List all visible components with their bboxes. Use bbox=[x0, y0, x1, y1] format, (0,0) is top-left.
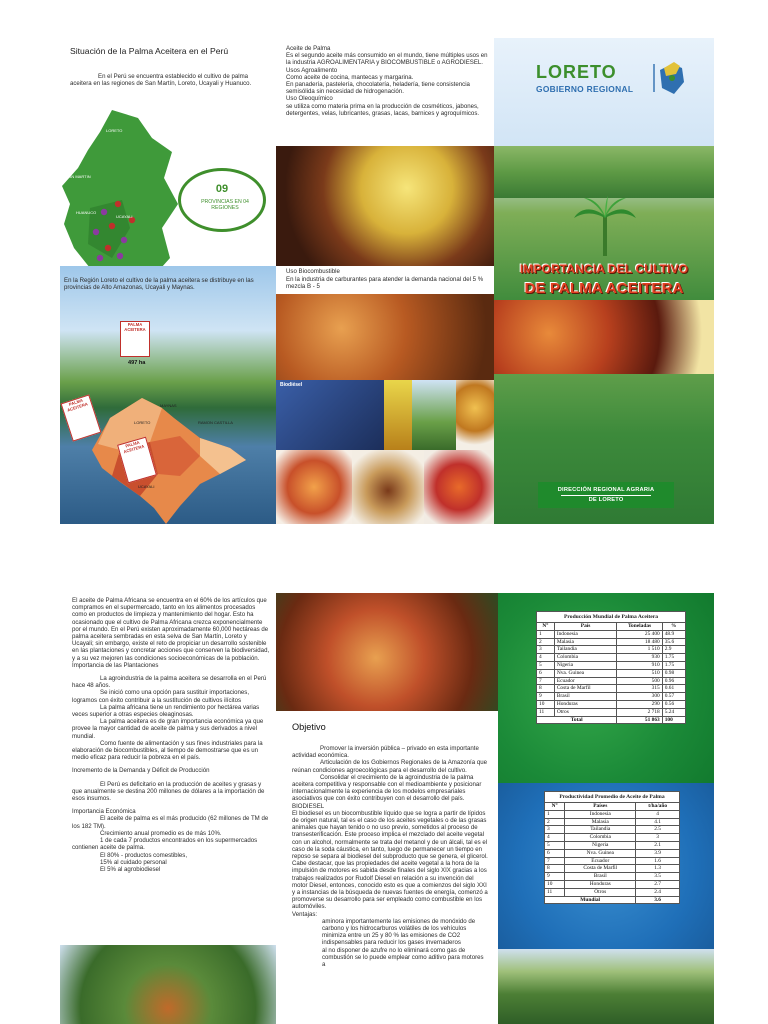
list-item: al no disponer de azufre no lo eliminará como gas de combustión se lo puede emplear como aditivo para motores a bbox=[322, 946, 484, 969]
table-cell: 2.9 bbox=[662, 646, 685, 654]
table-cell: 3 bbox=[545, 826, 565, 834]
badge-number: 09 bbox=[215, 183, 229, 195]
table-cell: Total bbox=[537, 716, 617, 724]
table-cell: 1.6 bbox=[636, 857, 680, 865]
objetivo-heading: Objetivo bbox=[292, 722, 326, 732]
list-item: indispensables para reducir los gases invernaderos bbox=[322, 939, 461, 947]
loreto-emblem-icon bbox=[652, 60, 686, 96]
table-cell: 0.57 bbox=[662, 693, 685, 701]
col-header: N° bbox=[537, 623, 555, 631]
table-cell: 9 bbox=[545, 873, 565, 881]
sign-palma-bottom: PALMA ACEITERA bbox=[117, 437, 157, 484]
table-cell: 2 bbox=[537, 638, 555, 646]
table-cell: 2.5 bbox=[636, 826, 680, 834]
col-header: País bbox=[554, 623, 617, 631]
list-item: El 80% - productos comestibles, bbox=[100, 851, 188, 859]
paragraph: Promover la inversión pública – privado en esta importante actividad económica. bbox=[292, 745, 479, 760]
table-row bbox=[537, 700, 686, 708]
subheading: BIODIESEL bbox=[292, 802, 325, 810]
sign-palma-left: PALMA ACEITERA bbox=[61, 394, 102, 441]
col-header: Países bbox=[565, 803, 636, 811]
palm-crown-photo bbox=[60, 945, 276, 1024]
col-header: Toneladas bbox=[617, 623, 662, 631]
table-cell: Honduras bbox=[554, 700, 617, 708]
table-cell: 8 bbox=[537, 685, 555, 693]
table-cell: 4 bbox=[636, 810, 680, 818]
map-label-ramon-castilla: RAMON CASTILLA bbox=[198, 420, 233, 425]
biodiesel-pump-photo bbox=[276, 380, 384, 450]
subheading: Incremento de la Demanda y Déficit de Producción bbox=[72, 767, 210, 775]
loreto-logo bbox=[536, 62, 633, 94]
table-cell: 910 bbox=[617, 661, 662, 669]
table-cell: 2.7 bbox=[636, 880, 680, 888]
food-dish-photo bbox=[424, 450, 494, 524]
section-title-situacion: Situación de la Palma Aceitera en el Perú bbox=[70, 46, 229, 56]
dessert-photo bbox=[276, 450, 352, 524]
table-row bbox=[545, 849, 680, 857]
table-cell: 5 bbox=[545, 841, 565, 849]
sign-palma-main: PALMA ACEITERA bbox=[120, 321, 150, 357]
col-header: % bbox=[662, 623, 685, 631]
table-cell: 0.96 bbox=[662, 677, 685, 685]
table-cell: 7 bbox=[545, 857, 565, 865]
table-row bbox=[537, 638, 686, 646]
table-cell: 2.1 bbox=[636, 841, 680, 849]
table-cell: 3.5 bbox=[636, 873, 680, 881]
logo-name: LORETO bbox=[536, 62, 617, 82]
paragraph: La palma africana tiene un rendimiento por hectárea varias veces superior a otras especies oleaginosas. bbox=[72, 703, 260, 719]
table-cell: 4 bbox=[545, 834, 565, 842]
table-cell: Brasil bbox=[554, 693, 617, 701]
cake-photo bbox=[352, 450, 424, 524]
table-cell: 3 bbox=[537, 646, 555, 654]
table-cell: 4.1 bbox=[636, 818, 680, 826]
table-cell: 7 bbox=[537, 677, 555, 685]
table-cell: 11 bbox=[537, 708, 555, 716]
oil-bottle-photo bbox=[276, 146, 494, 266]
loreto-region-text: En la Región Loreto el cultivo de la palma aceitera se distribuye en las provincias de Alto Amazonas, Ucayali y Maynas. bbox=[64, 277, 254, 292]
table-cell: Colombia bbox=[565, 834, 636, 842]
brochure-inside bbox=[60, 593, 714, 1024]
paragraph: El biodiesel es un biocombustible líquido que se logra a partir de lípidos de origen natural, tal es el caso de los aceites vegetales o de las grasas animales que hayan tenido o no uso previo, sometidos al proceso de transesterificación. Este proceso implica el mezclado del aceite vegetal con un alcohol, normalmente se trata del metanol y de un álcali, tal es el caso de la soda cáustica, en tanto, luego de permanecer un tiempo en reposo se separa al biodiesel del subproducto que se genera, el glicerol. bbox=[292, 809, 488, 861]
table-cell: Nigeria bbox=[565, 841, 636, 849]
table-row bbox=[537, 646, 686, 654]
table-cell: Indonesia bbox=[554, 630, 617, 638]
oil-flask-photo bbox=[456, 380, 494, 450]
subheading: Ventajas: bbox=[292, 910, 318, 918]
cover-title-line2: DE PALMA ACEITERA bbox=[524, 280, 684, 297]
table-row bbox=[537, 669, 686, 677]
table-cell: Nva. Guinea bbox=[554, 669, 617, 677]
table-cell: Colombia bbox=[554, 654, 617, 662]
table-row bbox=[537, 661, 686, 669]
table-row bbox=[537, 677, 686, 685]
panel-objetivo bbox=[276, 593, 498, 1024]
table-row bbox=[545, 857, 680, 865]
table-cell: 2 718 bbox=[617, 708, 662, 716]
table-cell: Tailandia bbox=[565, 826, 636, 834]
table-cell: 18 480 bbox=[617, 638, 662, 646]
list-item: aminora importantemente las emisiones de monóxido de carbono y los hidrocarburos volátiles de los vehículos bbox=[322, 917, 476, 933]
table-total-row bbox=[545, 896, 680, 904]
paragraph: El Perú es deficitario en la producción de aceites y grasas y que anualmente se destina 200 millones de dólares a la importación de esos insumos. bbox=[72, 780, 265, 803]
col-header: N° bbox=[545, 803, 565, 811]
logo-subtitle: GOBIERNO REGIONAL bbox=[536, 84, 634, 94]
table-row bbox=[537, 685, 686, 693]
paragraph: Se inició como una opción para sustituir importaciones, logramos con éxito contribuir a la sustitución de cultivos ilícitos bbox=[72, 689, 250, 704]
paragraph: El aceite de Palma Africana se encuentra en el 60% de los artículos que compramos en el supermercado, tanto en los alimentos procesados como en productos de limpieza y mantenimiento del hogar. Esto ha ocasionado que el cultivo de Palma Africana crezca exponencialmente por el mundo. En el Perú existen aproximadamente 60,000 hectáreas de palma aceitera sembradas en esta selva de San Martín, Loreto y Ucayali; sin embargo, existe el reto de propiciar un desarrollo sostenible en las plantaciones y concretar acciones que conserven la biodiversidad, y a su vez mejoren las condiciones socioeconómicas de la población. bbox=[72, 597, 270, 662]
importancia-body bbox=[72, 597, 270, 873]
table-cell: Ecuador bbox=[565, 857, 636, 865]
table-row bbox=[537, 693, 686, 701]
table-cell: 1 bbox=[537, 630, 555, 638]
table-cell: 300 bbox=[617, 693, 662, 701]
table-cell: Otros bbox=[554, 708, 617, 716]
table-row bbox=[545, 873, 680, 881]
direccion-regional-badge bbox=[538, 482, 674, 508]
paragraph: Crecimiento anual promedio es de más 10%. bbox=[100, 829, 222, 837]
footer-divider bbox=[561, 495, 651, 496]
table-cell: 510 bbox=[617, 669, 662, 677]
table-cell: 930 bbox=[617, 654, 662, 662]
brochure-outside bbox=[60, 38, 714, 524]
table-row bbox=[537, 630, 686, 638]
table-cell: 48.9 bbox=[662, 630, 685, 638]
paragraph: La palma aceitera es de gran importancia económica ya que provee la mayor cantidad de aceite de palma y sus derivados a nivel mundial. bbox=[72, 718, 264, 740]
table-cell: 1.75 bbox=[662, 661, 685, 669]
list-item: minimiza entre un 25 y 80 % las emisiones de CO2 bbox=[322, 932, 461, 940]
table-caption: Productividad Promedio de Aceite de Palma bbox=[544, 791, 680, 802]
table-cell: 315 bbox=[617, 685, 662, 693]
table-cell: 6 bbox=[545, 849, 565, 857]
biofuel-text: En la industria de carburantes para atender la demanda nacional del 5 % mezcla B - 5 bbox=[286, 276, 484, 291]
table-cell: 10 bbox=[537, 700, 555, 708]
subheading: Importancia de las Plantaciones bbox=[72, 661, 159, 669]
intro-text: En el Perú se encuentra establecido el cultivo de palma aceitera en las regiones de San Martín, Loreto, Ucayali y Huanuco. bbox=[70, 73, 252, 88]
map-label-ucayali: UCAYALI bbox=[116, 214, 133, 219]
table-cell: 500 bbox=[617, 677, 662, 685]
table-cell: 6 bbox=[537, 669, 555, 677]
productivity-table bbox=[544, 791, 680, 904]
paragraph: Cabe destacar, que las propiedades del aceite vegetal a la hora de la impulsión de motores es sabida desde finales del siglo XIX gracias a los trabajos realizados por Rudolf Diesel en relación a su invención del motor Diesel, entonces, conocido esto es que a comienzos del siglo XXI y a instancias de la búsqueda de nuevas fuentes de energía, comenzó a promoverse su desarrollo para ser empleado como combustible en los automóviles. bbox=[292, 860, 488, 911]
table-cell: Costa de Marfil bbox=[554, 685, 617, 693]
table-cell: 3.9 bbox=[636, 849, 680, 857]
table-cell: Tailandia bbox=[554, 646, 617, 654]
table-row bbox=[545, 865, 680, 873]
map-label-huanuco: HUANUCO bbox=[76, 210, 97, 215]
table-cell: 2.4 bbox=[636, 888, 680, 896]
paragraph: Consolidar el crecimiento de la agroindustria de la palma aceitera competitiva y responsable con el medioambiente y posicionar internacionalmente la experiencia de los modelos empresariales asociativos que con éxito contribuyen con el desarrollo del país. bbox=[292, 773, 482, 803]
footer-line2: DE LORETO bbox=[588, 497, 624, 503]
paragraph: 1 de cada 7 productos encontrados en los supermercados contienen aceite de palma. bbox=[72, 837, 258, 852]
table-cell: 5.24 bbox=[662, 708, 685, 716]
cover-title-line1: IMPORTANCIA DEL CULTIVO bbox=[519, 262, 689, 276]
table-cell: 3 bbox=[636, 834, 680, 842]
fruit-bunch-photo bbox=[276, 593, 498, 711]
table-row bbox=[545, 888, 680, 896]
map-label-san-martin: SAN MARTIN bbox=[66, 174, 91, 179]
map-label-prov-loreto: LORETO bbox=[134, 420, 151, 425]
table-row bbox=[545, 841, 680, 849]
table-cell: 11 bbox=[545, 888, 565, 896]
table-cell: 35.6 bbox=[662, 638, 685, 646]
table-cell: 1.3 bbox=[636, 865, 680, 873]
table-cell: 2 bbox=[545, 818, 565, 826]
oil-product-photo bbox=[384, 380, 412, 450]
table-cell: 10 bbox=[545, 880, 565, 888]
panel-situacion bbox=[60, 38, 276, 524]
table-cell: Mundial bbox=[545, 896, 636, 904]
paragraph: La agroindustria de la palma aceitera se desarrolla en el Perú hace 48 años. bbox=[72, 675, 267, 690]
paragraph: Articulación de los Gobiernos Regionales de la Amazonía que reúnan condiciones agroecológicas para el desarrollo del cultivo. bbox=[292, 759, 488, 774]
list-item: 15% al cuidado personal bbox=[100, 858, 167, 866]
palm-tree-icon bbox=[572, 196, 638, 258]
loreto-provinces-map bbox=[80, 378, 250, 524]
badge-label: PROVINCIAS EN 04 REGIONES bbox=[201, 199, 249, 211]
table-total-row bbox=[537, 716, 686, 724]
palm-fruit-photo bbox=[276, 294, 494, 380]
table-cell: 1 bbox=[545, 810, 565, 818]
table-row bbox=[545, 818, 680, 826]
table-cell: 9 bbox=[537, 693, 555, 701]
table-row bbox=[545, 834, 680, 842]
table-cell: Malasia bbox=[565, 818, 636, 826]
footer-line1: DIRECCIÓN REGIONAL AGRARIA bbox=[557, 487, 655, 493]
objetivo-body bbox=[292, 745, 488, 968]
table-cell: 51 863 bbox=[617, 716, 662, 724]
table-cell: 0.56 bbox=[662, 700, 685, 708]
aceite-palma-text: Aceite de Palma Es el segundo aceite más consumido en el mundo, tiene múltiples usos en la industria AGROALIMENTARIA y BIOCOMBUSTIBLE o AGRODIESEL. Usos Agroalimento Como aceite de cocina, mantecas y margarina. En panadería, pastelería, chocolatería, heladería, tiene consistencia semisólida sin necesidad de hidrogenación. Uso Oleoquímico se utiliza como materia prima en la producción de cosméticos, jabones, detergentes, velas, lubricantes, grasas, lacas, barnices y agroquímicos. bbox=[286, 45, 488, 117]
list-item: El 5% al agrobiodiesel bbox=[100, 865, 161, 873]
biodiesel-label: Biodiésel bbox=[280, 382, 303, 388]
world-production-table bbox=[536, 611, 686, 724]
plantation-photo bbox=[494, 146, 714, 198]
panel-importancia bbox=[60, 593, 276, 1024]
map-label-prov-ucayali: UCAYALI bbox=[138, 484, 155, 489]
table-row bbox=[537, 708, 686, 716]
table-cell: 0.98 bbox=[662, 669, 685, 677]
panel-tablas bbox=[498, 593, 714, 1024]
table-cell: 3.6 bbox=[636, 896, 680, 904]
forest-photo bbox=[498, 949, 714, 1024]
table-row bbox=[537, 654, 686, 662]
panel-aceite-palma bbox=[276, 38, 494, 524]
map-label-maynas: MAYNAS bbox=[160, 403, 177, 408]
table-cell: 5 bbox=[537, 661, 555, 669]
table-cell: Indonesia bbox=[565, 810, 636, 818]
col-header: t/ha/año bbox=[636, 803, 680, 811]
provinces-badge bbox=[178, 168, 266, 232]
table-caption: Producción Mundial de Palma Aceitera bbox=[536, 611, 686, 622]
table-cell: 25 400 bbox=[617, 630, 662, 638]
table-cell: 8 bbox=[545, 865, 565, 873]
table-row bbox=[545, 880, 680, 888]
table-cell: 100 bbox=[662, 716, 685, 724]
table-cell: 1.75 bbox=[662, 654, 685, 662]
paragraph: Como fuente de alimentación y sus fines industriales para la elaboración de biocombustibles, al tiempo de demostrarse que es un medio eficaz para reducir la pobreza en el país. bbox=[72, 739, 263, 762]
table-row bbox=[545, 810, 680, 818]
biofuel-title: Uso Biocombustible bbox=[286, 268, 340, 275]
table-cell: Malasia bbox=[554, 638, 617, 646]
table-cell: Ecuador bbox=[554, 677, 617, 685]
fruit-oil-photo bbox=[494, 300, 714, 374]
table-cell: Honduras bbox=[565, 880, 636, 888]
table-cell: 0.61 bbox=[662, 685, 685, 693]
table-cell: Nva. Guinea bbox=[565, 849, 636, 857]
table-cell: Otros bbox=[565, 888, 636, 896]
table-cell: Costa de Marfil bbox=[565, 865, 636, 873]
hectares-label: 497 ha bbox=[128, 360, 146, 366]
map-label-loreto: LORETO bbox=[106, 128, 123, 133]
table-cell: 4 bbox=[537, 654, 555, 662]
cover-panel bbox=[494, 38, 714, 524]
table-cell: Nigeria bbox=[554, 661, 617, 669]
table-cell: Brasil bbox=[565, 873, 636, 881]
table-cell: 290 bbox=[617, 700, 662, 708]
table-cell: 1 510 bbox=[617, 646, 662, 654]
palm-tree-photo bbox=[412, 380, 456, 450]
subheading: Importancia Económica bbox=[72, 808, 136, 816]
table-row bbox=[545, 826, 680, 834]
paragraph: El aceite de palma es el más producido (62 millones de TM de los 182 TM). bbox=[72, 815, 269, 830]
